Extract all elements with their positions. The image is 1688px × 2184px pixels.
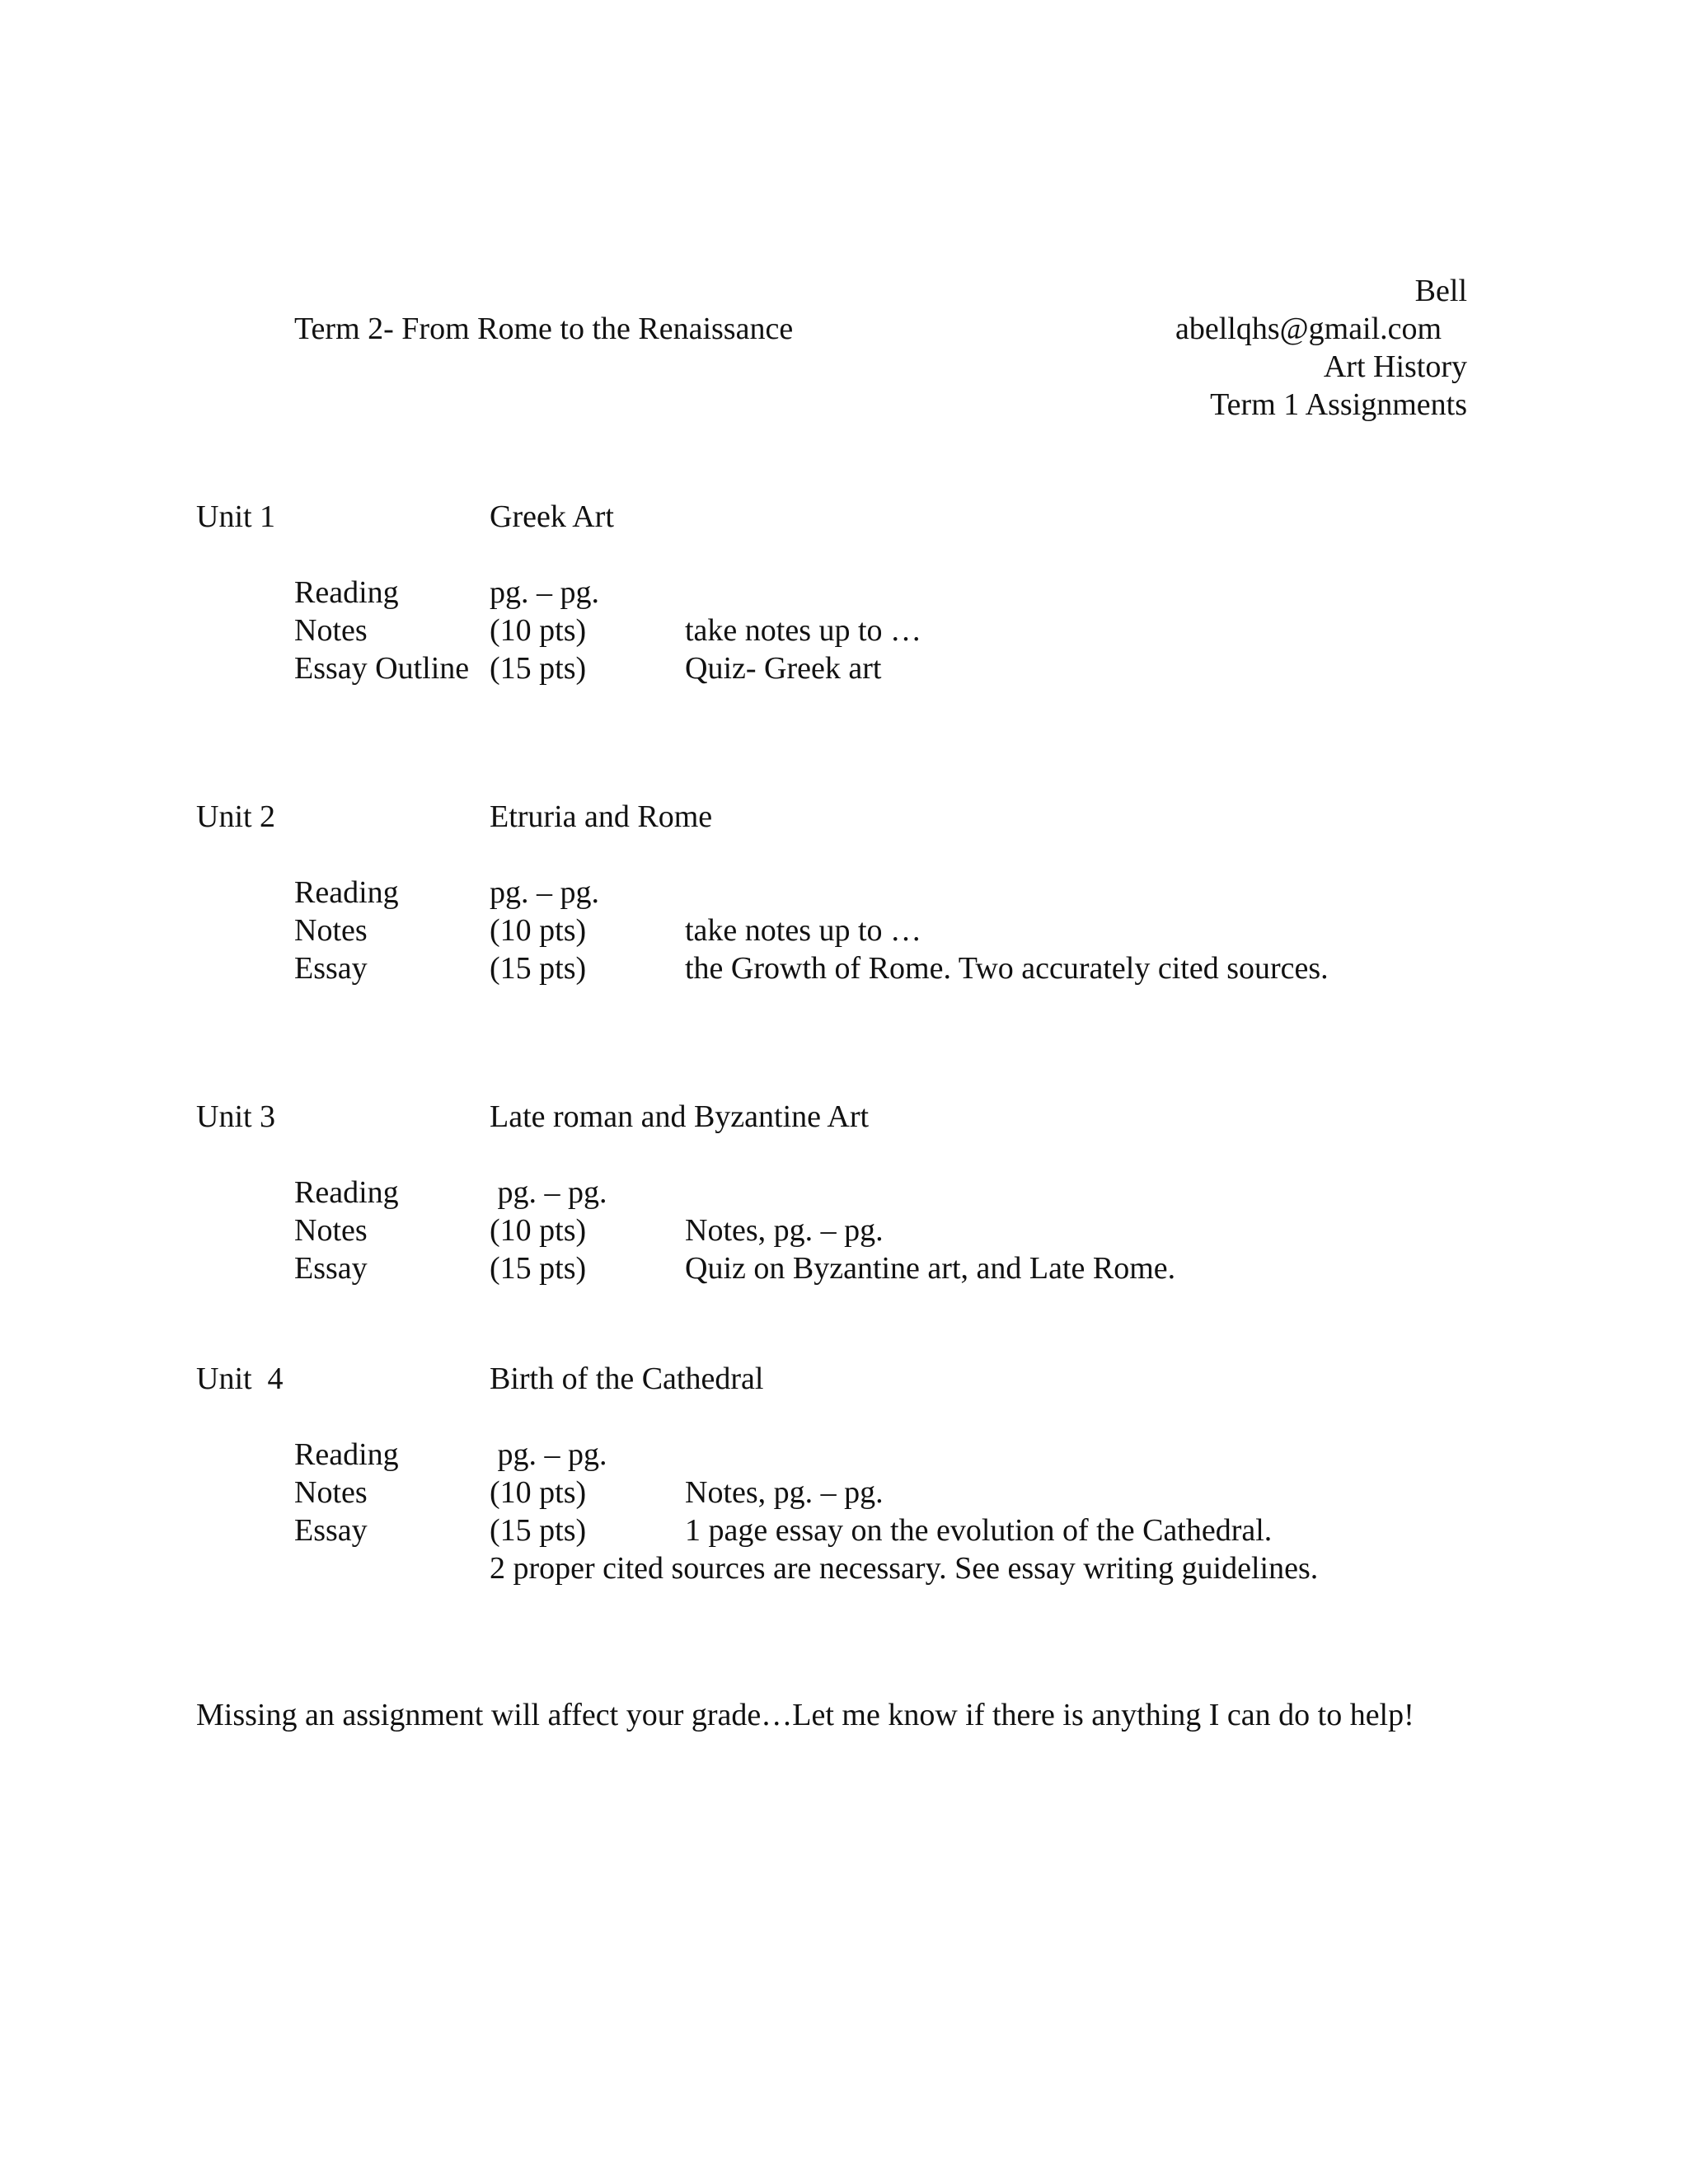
assignment-detail: 1 page essay on the evolution of the Cathedral. xyxy=(685,1513,1273,1548)
assignment-points: pg. – pg. xyxy=(490,575,599,610)
unit-topic: Late roman and Byzantine Art xyxy=(490,1099,870,1134)
assignment-item: Reading xyxy=(294,575,399,610)
assignment-detail: Notes, pg. – pg. xyxy=(685,1213,884,1248)
assignment-item: Essay xyxy=(294,951,368,986)
footer-note: Missing an assignment will affect your grade…Let me know if there is anything I can do to help! xyxy=(196,1698,1414,1732)
unit-label: Unit 4 xyxy=(196,1361,284,1396)
assignment-item: Notes xyxy=(294,1475,368,1510)
assignment-points: pg. – pg. xyxy=(490,1437,607,1472)
assignments-label: Term 1 Assignments xyxy=(1210,387,1467,422)
assignment-item: Essay xyxy=(294,1251,368,1286)
assignment-points: (10 pts) xyxy=(490,1475,587,1510)
assignment-item: Essay xyxy=(294,1513,368,1548)
assignment-item: Notes xyxy=(294,613,368,648)
assignment-detail: Quiz on Byzantine art, and Late Rome. xyxy=(685,1251,1176,1286)
assignment-points: (15 pts) xyxy=(490,1251,587,1286)
assignment-item: Reading xyxy=(294,875,399,910)
assignment-item: Essay Outline xyxy=(294,651,470,686)
assignment-detail: take notes up to … xyxy=(685,913,922,948)
assignment-points: pg. – pg. xyxy=(490,875,599,910)
assignment-item: Reading xyxy=(294,1437,399,1472)
teacher-name: Bell xyxy=(1414,274,1467,308)
unit-label: Unit 3 xyxy=(196,1099,276,1134)
assignment-points: (10 pts) xyxy=(490,1213,587,1248)
assignment-points: (10 pts) xyxy=(490,613,587,648)
assignment-item: Notes xyxy=(294,1213,368,1248)
assignment-item: Reading xyxy=(294,1175,399,1210)
assignment-detail: take notes up to … xyxy=(685,613,922,648)
unit-label: Unit 2 xyxy=(196,799,276,834)
assignment-detail: Notes, pg. – pg. xyxy=(685,1475,884,1510)
assignment-detail: Quiz- Greek art xyxy=(685,651,882,686)
assignment-item: Notes xyxy=(294,913,368,948)
unit-topic: Greek Art xyxy=(490,499,614,534)
unit-topic: Birth of the Cathedral xyxy=(490,1361,764,1396)
assignment-points: (15 pts) xyxy=(490,951,587,986)
assignment-points: (15 pts) xyxy=(490,651,587,686)
unit-label: Unit 1 xyxy=(196,499,276,534)
term-title: Term 2- From Rome to the Renaissance xyxy=(294,312,794,346)
assignment-points: pg. – pg. xyxy=(490,1175,607,1210)
assignment-points: (15 pts) xyxy=(490,1513,587,1548)
unit-topic: Etruria and Rome xyxy=(490,799,713,834)
assignment-points: (10 pts) xyxy=(490,913,587,948)
teacher-email[interactable]: abellqhs@gmail.com xyxy=(1175,312,1442,346)
course-name: Art History xyxy=(1323,349,1467,384)
assignment-detail: the Growth of Rome. Two accurately cited sources. xyxy=(685,951,1329,986)
assignment-continuation: 2 proper cited sources are necessary. See essay writing guidelines. xyxy=(490,1551,1319,1586)
